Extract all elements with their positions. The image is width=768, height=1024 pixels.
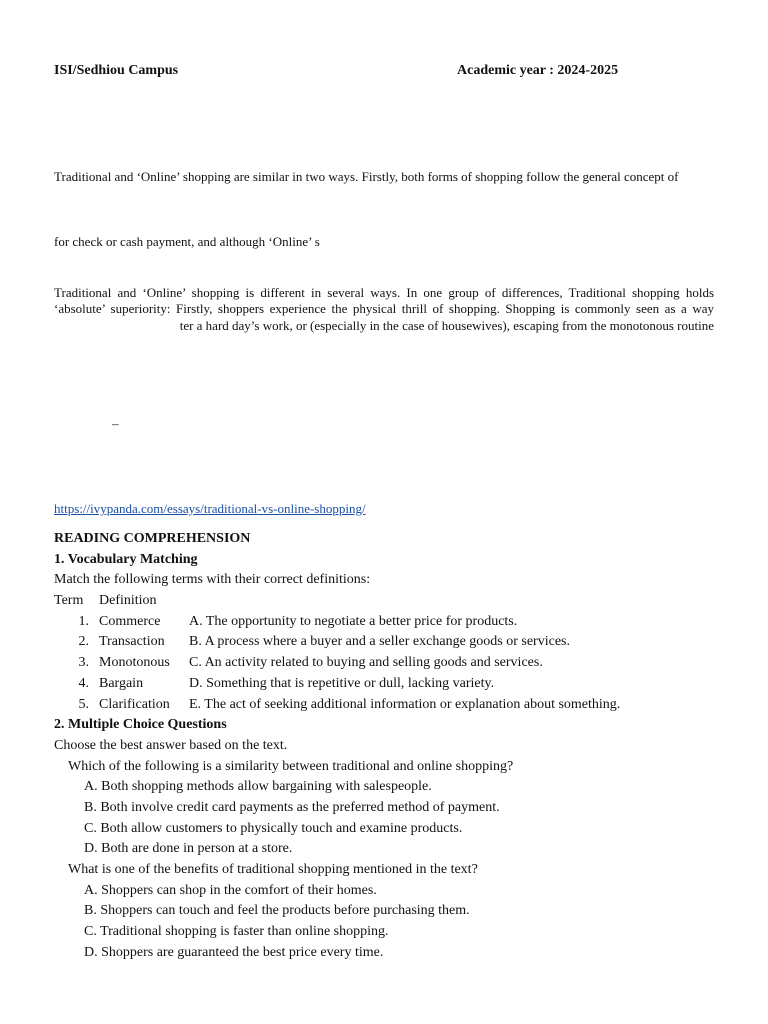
mcq-question: Which of the following is a similarity between traditional and online shopping?: [68, 758, 514, 774]
vocab-item: [54, 653, 744, 674]
mcq-option: C. Traditional shopping is faster than online shopping.: [84, 924, 389, 940]
vocab-title: 1. Vocabulary Matching: [54, 551, 198, 567]
mcq-list: [54, 757, 744, 964]
passage-line-2: for check or cash payment, and although ‘Online’ s: [54, 234, 320, 249]
vocab-term: Bargain: [99, 675, 144, 691]
vocab-item-number: 5.: [78, 696, 89, 712]
vocab-definition: C. An activity related to buying and selling goods and services.: [189, 655, 543, 671]
vocab-item-number: 4.: [78, 675, 89, 691]
mcq-question: What is one of the benefits of traditional shopping mentioned in the text?: [68, 862, 478, 877]
passage-line-1: Traditional and ‘Online’ shopping are similar in two ways. Firstly, both forms of shopping follow the general concept of: [54, 169, 679, 184]
passage-para2-line-1: Traditional and ‘Online’ shopping is different in several ways. In one group of differences, Traditional shopping holds: [54, 285, 714, 300]
mcq-option: A. Shoppers can shop in the comfort of their homes.: [84, 882, 377, 898]
mcq-option: A. Both shopping methods allow bargaining with salespeople.: [84, 779, 432, 795]
mcq-option: D. Shoppers are guaranteed the best price every time.: [84, 944, 384, 960]
vocab-definition: D. Something that is repetitive or dull, lacking variety.: [189, 675, 495, 691]
vocab-item-number: 3.: [78, 655, 89, 671]
source-link[interactable]: https://ivypanda.com/essays/traditional-vs-online-shopping/: [54, 501, 366, 516]
vocab-definition: E. The act of seeking additional information or explanation about something.: [189, 696, 621, 712]
vocab-column-headers: [54, 591, 744, 612]
section-title: READING COMPREHENSION: [54, 531, 251, 546]
vocab-item: [54, 612, 744, 633]
vocab-item: [54, 695, 744, 716]
vocab-definition: B. A process where a buyer and a seller exchange goods or services.: [189, 634, 570, 650]
vocab-definition: A. The opportunity to negotiate a better price for products.: [189, 613, 518, 629]
vocab-item: [54, 632, 744, 653]
campus-name: ISI/Sedhiou Campus: [54, 63, 179, 78]
vocab-term: Clarification: [99, 696, 170, 712]
vocab-term: Commerce: [99, 613, 161, 629]
vocab-item-number: 1.: [78, 613, 89, 629]
term-column-header: Term: [54, 593, 84, 609]
passage-para2-line-3: ter a hard day’s work, or (especially in the case of housewives), escaping from the monotonous routine: [179, 318, 714, 333]
passage-dash: –: [112, 416, 119, 431]
vocab-term: Monotonous: [99, 655, 170, 671]
definition-column-header: Definition: [99, 593, 157, 609]
passage-paragraph-2: [54, 285, 714, 317]
mcq-option: B. Shoppers can touch and feel the products before purchasing them.: [84, 903, 470, 919]
passage-para2-line-2: ‘absolute’ superiority: Firstly, shoppers experience the physical thrill of shopping. Shopping is commonly seen as a way: [54, 301, 714, 316]
mcq-option: C. Both allow customers to physically touch and examine products.: [84, 820, 463, 836]
academic-year: Academic year : 2024-2025: [457, 63, 619, 78]
vocab-item: [54, 674, 744, 695]
vocab-item-number: 2.: [78, 634, 89, 650]
vocab-instruction: Match the following terms with their correct definitions:: [54, 572, 371, 588]
mcq-title: 2. Multiple Choice Questions: [54, 717, 227, 733]
mcq-option: D. Both are done in person at a store.: [84, 841, 293, 857]
vocab-list: [54, 612, 744, 715]
mcq-option: B. Both involve credit card payments as the preferred method of payment.: [84, 799, 500, 815]
reading-comprehension: [54, 529, 744, 963]
vocab-term: Transaction: [99, 634, 165, 650]
mcq-instruction: Choose the best answer based on the text.: [54, 737, 288, 753]
